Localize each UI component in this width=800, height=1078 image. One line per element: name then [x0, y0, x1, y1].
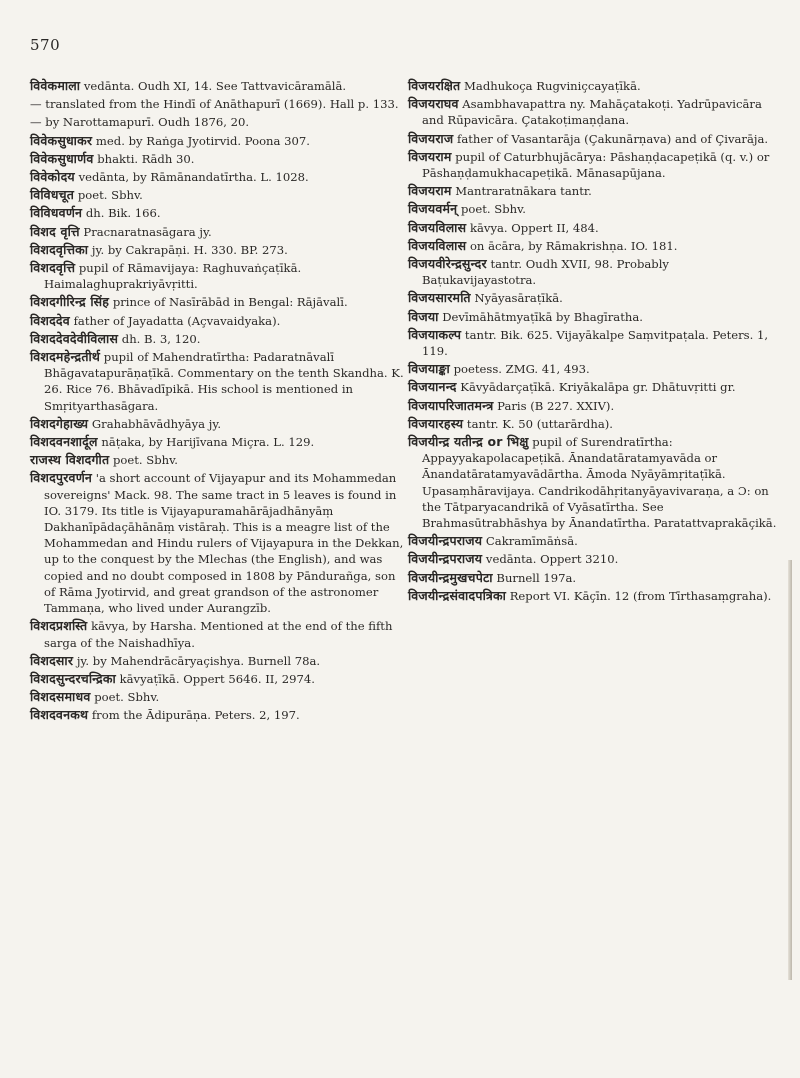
entry-text: Paris (B 227. XXIV).	[497, 398, 615, 413]
index-entry	[408, 183, 780, 199]
index-entry	[408, 149, 780, 181]
entry-headword: विजयराज	[408, 130, 454, 146]
entry-text: Devīmāhātmyaṭīkā by Bhagīratha.	[442, 309, 643, 324]
entry-text: tantr. Bik. 625. Vijayākalpe Saṃvitpaṭala. Peters. 1, 119.	[422, 327, 769, 359]
page-edge-shadow	[788, 560, 792, 980]
entry-text: Burnell 197a.	[496, 570, 577, 585]
entry-text: kāvya, by Harsha. Mentioned at the end of the fifth sarga of the Naishadhīya.	[44, 619, 393, 650]
entry-text: vedānta. Oudh XI, 14. See Tattvavicāramālā.	[83, 79, 347, 93]
entry-headword: विजयीन्द्रमुखचपेटा	[408, 569, 493, 585]
entry-text: Grahabhāvādhyāya jy.	[91, 416, 222, 431]
entry-text: dh. B. 3, 120.	[121, 331, 201, 346]
entry-text: father of Jayadatta (Açvavaidyaka).	[73, 313, 281, 328]
index-entry	[30, 689, 405, 705]
index-entry	[408, 398, 780, 414]
index-entry	[30, 224, 405, 240]
entry-headword: विजयीन्द्रसंवादपत्रिका	[408, 587, 507, 603]
index-entry	[30, 313, 405, 329]
entry-text: — translated from the Hindī of Anāthapurī (1669). Hall p. 133.	[30, 97, 399, 112]
entry-text: pupil of Surendratīrtha: Appayyakapolacapeṭikā. Ānandatāratamyavāda or Ānandatāratamyavādārtha. Āmoda Nyāyāmṛitaṭīkā. Upasaṃhāravijaya. Candrikodāhṛitanyāyavivaraṇa, a Ɔ: on the Tātparyacandrikā of Vyāsatīrtha. See Brahmasūtrabhāshya by Ānandatīrtha. Paratattvaprakāçikā.	[422, 435, 777, 531]
entry-text: poet. Sbhv.	[113, 453, 178, 468]
entry-text: pupil of Mahendratīrtha: Padaratnāvalī Bhāgavatapurāṇaṭīkā. Commentary on the tenth Skandha. K. 26. Rice 76. Bhāvadīpikā. His school is mentioned in Smṛityarthasāgara.	[44, 350, 404, 413]
index-entry	[30, 331, 405, 347]
entry-text: Mantraratnākara tantr.	[455, 184, 592, 199]
entry-headword: विवेकसुधार्णव	[30, 150, 94, 166]
entry-text: Report VI. Kāçīn. 12 (from Tīrthasaṃgraha).	[509, 588, 772, 603]
index-entry	[408, 131, 780, 147]
entry-headword: विशदमहेन्द्रतीर्थ	[30, 349, 101, 365]
entry-headword: विशदसार	[30, 652, 74, 668]
entry-headword: विशदसमाधव	[30, 689, 91, 705]
entry-headword: विजयराघव	[408, 96, 459, 112]
entry-text: vedānta, by Rāmānandatīrtha. L. 1028.	[78, 170, 309, 185]
index-entry	[408, 416, 780, 432]
entry-text: nāṭaka, by Harijīvana Miçra. L. 129.	[101, 435, 315, 450]
entry-text: kāvyaṭīkā. Oppert 5646. II, 2974.	[119, 671, 315, 686]
entry-text: pupil of Rāmavijaya: Raghuvaṅçaṭīkā. Haimalaghuprakriyāvṛitti.	[44, 261, 302, 292]
index-entry	[408, 327, 780, 359]
index-entry	[30, 452, 405, 468]
entry-headword: विजयवर्मन्	[408, 201, 458, 217]
entry-headword: विशदवनशार्दूल	[30, 434, 98, 450]
entry-headword: विशदगेहाख्य	[30, 415, 89, 431]
index-entry	[30, 434, 405, 450]
entry-text: Kāvyādarçaṭīkā. Kriyākalāpa gr. Dhātuvṛitti gr.	[460, 380, 736, 395]
entry-headword: विवेकोदय	[30, 169, 75, 185]
entry-headword: विजयराम	[408, 183, 452, 199]
entry-headword: विशददेव	[30, 312, 70, 328]
entry-headword: विशद वृत्ति	[30, 223, 80, 239]
entry-headword: विशदसुन्दरचन्द्रिका	[30, 670, 116, 686]
entry-headword: विजयरक्षित	[408, 78, 461, 93]
entry-headword: विजयवीरेन्द्रसुन्दर	[408, 256, 487, 272]
entry-text: tantr. K. 50 (uttarārdha).	[466, 416, 613, 431]
entry-text: father of Vasantarāja (Çakunārṇava) and of Çivarāja.	[457, 131, 769, 146]
index-entry	[408, 533, 780, 549]
index-entry	[408, 96, 780, 128]
entry-text: on ācāra, by Rāmakrishṇa. IO. 181.	[469, 238, 678, 253]
entry-text: jy. by Mahendrācāryaçishya. Burnell 78a.	[76, 653, 321, 668]
index-entry	[408, 588, 780, 604]
entry-headword: विशददेवदेवीविलास	[30, 330, 119, 346]
index-entry	[30, 618, 405, 650]
entry-text: poet. Sbhv.	[460, 202, 526, 217]
entry-headword: विविधवर्णन	[30, 205, 83, 221]
entry-text: prince of Nasīrābād in Bengal: Rājāvalī.	[112, 295, 348, 310]
entry-headword: विजयसारमति	[408, 290, 471, 306]
index-entry	[30, 707, 405, 723]
index-entry	[30, 78, 405, 94]
entry-text: pupil of Caturbhujācārya: Pāshaṇḍacapeṭikā (q. v.) or Pāshaṇḍamukhacapeṭikā. Mānasapūjana.	[422, 149, 770, 181]
entry-text: med. by Raṅga Jyotirvid. Poona 307.	[95, 133, 310, 148]
index-entry	[408, 256, 780, 288]
index-entry	[30, 294, 405, 310]
entry-text: poetess. ZMG. 41, 493.	[453, 362, 590, 377]
page-number: 570	[30, 36, 61, 54]
entry-headword: विशदपुरवर्णन	[30, 470, 93, 486]
entry-headword: विवेकमाला	[30, 78, 81, 93]
index-entry	[408, 201, 780, 217]
entry-headword: विशदवृत्ति	[30, 260, 76, 276]
index-entry	[408, 238, 780, 254]
entry-headword: विजयराम	[408, 148, 452, 164]
entry-text: bhakti. Rādh 30.	[97, 151, 195, 166]
left-column	[30, 78, 405, 726]
entry-headword: विविधचूत	[30, 187, 75, 203]
index-entry	[30, 187, 405, 203]
entry-headword: विजया	[408, 308, 439, 324]
entry-headword: विजयापरिजातमन्त्र	[408, 397, 494, 413]
entry-headword: विजयाकल्प	[408, 326, 462, 342]
entry-text: Nyāyasāraṭīkā.	[474, 291, 563, 306]
entry-text: jy. by Cakrapāṇi. H. 330. BP. 273.	[91, 242, 288, 257]
entry-headword: विजयीन्द्र यतीन्द्र or भिक्षु	[408, 434, 529, 450]
entry-text: — by Narottamapurī. Oudh 1876, 20.	[30, 115, 250, 130]
entry-text: 'a short account of Vijayapur and its Mohammedan sovereigns' Mack. 98. The same tract in 5 leaves is found in IO. 3179. Its title is Vijayapuramahārājadhānyāṃ Dakhanīpādaçāhānāṃ vistāraḥ. This is a meagre list of the Mohammedan and Hindu rulers of Vijayapura in the Dekkan, up to the conquest by the Mlechas (the English), and was copied and no doubt composed in 1808 by Pāndurañga, son of Rāma Jyotirvid, and great grandson of the astronomer Tammaṇa, who lived under Aurangzīb.	[44, 471, 404, 616]
entry-headword: विजयारहस्य	[408, 415, 464, 431]
index-entry	[408, 361, 780, 377]
index-entry	[30, 96, 405, 112]
index-entry	[408, 220, 780, 236]
index-entry	[30, 151, 405, 167]
entry-text: dh. Bik. 166.	[85, 206, 161, 221]
entry-text: Cakramīmāṅsā.	[485, 534, 578, 549]
index-entry	[30, 671, 405, 687]
entry-headword: राजस्थ विशदगीत	[30, 452, 110, 468]
entry-text: vedānta. Oppert 3210.	[485, 552, 619, 567]
index-entry	[408, 309, 780, 325]
index-entry	[30, 470, 405, 616]
entry-headword: विशदगीरिन्द्र सिंह	[30, 294, 110, 310]
entry-text: Madhukoça Rugviniçcayaṭīkā.	[464, 79, 641, 93]
index-entry	[408, 379, 780, 395]
entry-text: tantr. Oudh XVII, 98. Probably Baṭukavijayastotra.	[422, 257, 669, 288]
entry-text: poet. Sbhv.	[77, 188, 143, 203]
index-entry	[30, 242, 405, 258]
entry-headword: विजयविलास	[408, 237, 467, 253]
index-entry	[30, 114, 405, 130]
entry-text: poet. Sbhv.	[94, 690, 160, 705]
index-entry	[408, 290, 780, 306]
index-entry	[408, 551, 780, 567]
index-entry	[30, 349, 405, 414]
index-entry	[30, 260, 405, 292]
entry-text: kāvya. Oppert II, 484.	[469, 220, 599, 235]
entry-text: Asambhavapattra ny. Mahāçatakoṭi. Yadrūpavicāra and Rūpavicāra. Çatakoṭimaṇḍana.	[422, 97, 762, 128]
index-entry	[30, 169, 405, 185]
entry-headword: विजयीन्द्रपराजय	[408, 551, 483, 567]
index-entry	[408, 434, 780, 531]
entry-headword: विशदवृत्तिका	[30, 241, 89, 257]
right-column	[408, 78, 780, 606]
entry-text: Pracnaratnasāgara jy.	[83, 224, 212, 239]
entry-text: from the Ādipurāṇa. Peters. 2, 197.	[91, 708, 300, 723]
index-entry	[30, 133, 405, 149]
index-entry	[30, 205, 405, 221]
entry-headword: विजयीन्द्रपराजय	[408, 533, 483, 549]
index-entry	[408, 570, 780, 586]
entry-headword: विशदप्रशस्ति	[30, 618, 88, 634]
index-entry	[408, 78, 780, 94]
entry-headword: विशदवनकथ	[30, 707, 89, 723]
entry-headword: विजयानन्द	[408, 379, 457, 395]
entry-headword: विवेकसुधाकर	[30, 132, 93, 148]
index-entry	[30, 416, 405, 432]
entry-headword: विजयाङ्का	[408, 361, 450, 377]
index-entry	[30, 653, 405, 669]
entry-headword: विजयविलास	[408, 219, 467, 235]
